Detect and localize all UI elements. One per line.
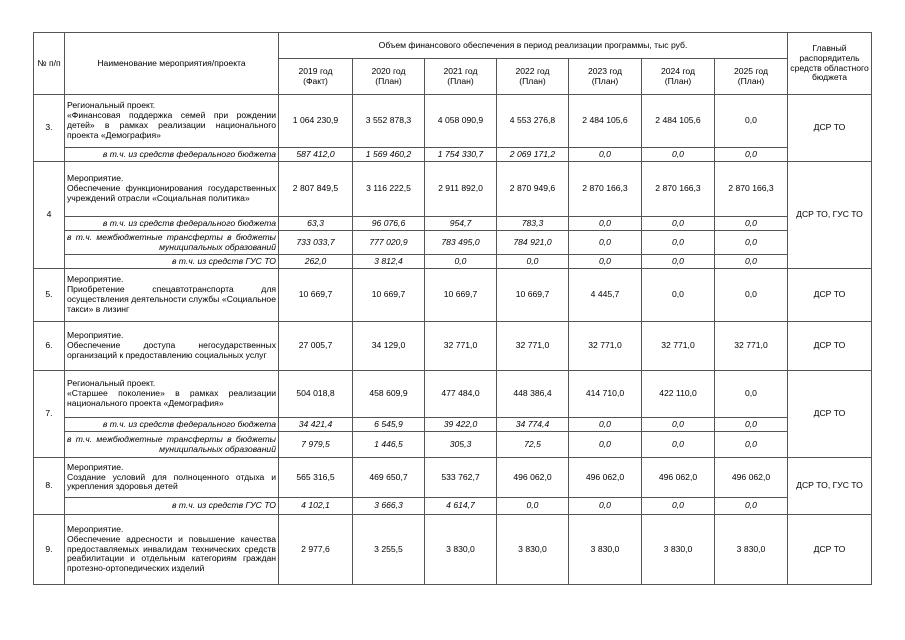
value-cell: 733 033,7 [279, 231, 353, 255]
row-number: 8. [34, 458, 65, 515]
value-cell: 0,0 [642, 418, 715, 432]
value-cell: 34 774,4 [497, 418, 569, 432]
value-cell: 0,0 [715, 148, 788, 162]
table-row [34, 515, 872, 585]
header-year-kind: (План) [737, 75, 765, 86]
item-name: Региональный проект. «Старшее поколение» в рамках реализации национального проекта «Демография» [65, 371, 279, 418]
value-cell: 0,0 [715, 231, 788, 255]
value-cell: 0,0 [642, 217, 715, 231]
subitem-name: в т.ч. из средств федерального бюджета [65, 217, 279, 231]
value-cell: 0,0 [425, 255, 497, 269]
table-row [34, 458, 872, 498]
manager-cell: ДСР ТО, ГУС ТО [788, 162, 872, 269]
value-cell: 2 977,6 [279, 515, 353, 585]
subitem-name: в т.ч. из средств федерального бюджета [65, 418, 279, 432]
value-cell: 0,0 [569, 148, 642, 162]
value-cell: 496 062,0 [569, 458, 642, 498]
value-cell: 496 062,0 [642, 458, 715, 498]
table-row [34, 217, 872, 231]
value-cell: 1 754 330,7 [425, 148, 497, 162]
header-year-3 [497, 59, 569, 95]
value-cell: 414 710,0 [569, 371, 642, 418]
value-cell: 0,0 [569, 498, 642, 515]
value-cell: 0,0 [497, 255, 569, 269]
value-cell: 3 830,0 [497, 515, 569, 585]
header-year-4 [569, 59, 642, 95]
table-row [34, 418, 872, 432]
header-year-label: 2020 год [371, 65, 406, 76]
value-cell: 262,0 [279, 255, 353, 269]
header-year-label: 2021 год [443, 65, 478, 76]
value-cell: 2 870 949,6 [497, 162, 569, 217]
value-cell: 469 650,7 [353, 458, 425, 498]
header-year-label: 2019 год [298, 65, 333, 76]
value-cell: 0,0 [642, 498, 715, 515]
value-cell: 0,0 [642, 432, 715, 458]
value-cell: 4 553 276,8 [497, 95, 569, 148]
value-cell: 3 830,0 [425, 515, 497, 585]
row-number: 9. [34, 515, 65, 585]
value-cell: 1 446,5 [353, 432, 425, 458]
value-cell: 533 762,7 [425, 458, 497, 498]
value-cell: 2 870 166,3 [642, 162, 715, 217]
value-cell: 63,3 [279, 217, 353, 231]
value-cell: 3 830,0 [642, 515, 715, 585]
value-cell: 10 669,7 [497, 269, 569, 322]
value-cell: 3 552 878,3 [353, 95, 425, 148]
value-cell: 504 018,8 [279, 371, 353, 418]
value-cell: 3 812,4 [353, 255, 425, 269]
item-name: Региональный проект. «Финансовая поддержка семей при рождении детей» в рамках реализации национального проекта «Демография» [65, 95, 279, 148]
value-cell: 4 445,7 [569, 269, 642, 322]
item-name: Мероприятие. Приобретение спецавтотранспорта для осуществления деятельности службы «Социальное такси» в лизинг [65, 269, 279, 322]
row-number: 6. [34, 322, 65, 371]
subitem-name: в т.ч. из средств ГУС ТО [65, 498, 279, 515]
value-cell: 34 129,0 [353, 322, 425, 371]
value-cell: 34 421,4 [279, 418, 353, 432]
header-num: № п/п [34, 33, 65, 95]
value-cell: 954,7 [425, 217, 497, 231]
value-cell: 2 807 849,5 [279, 162, 353, 217]
value-cell: 784 921,0 [497, 231, 569, 255]
value-cell: 3 830,0 [569, 515, 642, 585]
header-year-label: 2023 год [587, 65, 623, 76]
value-cell: 96 076,6 [353, 217, 425, 231]
value-cell: 0,0 [569, 231, 642, 255]
value-cell: 0,0 [642, 255, 715, 269]
manager-cell: ДСР ТО [788, 322, 872, 371]
value-cell: 4 058 090,9 [425, 95, 497, 148]
value-cell: 0,0 [497, 498, 569, 515]
header-manager: Главный распорядитель средств областного бюджета [788, 33, 872, 95]
value-cell: 2 484 105,6 [569, 95, 642, 148]
value-cell: 496 062,0 [715, 458, 788, 498]
value-cell: 783 495,0 [425, 231, 497, 255]
table-row [34, 148, 872, 162]
manager-cell: ДСР ТО [788, 371, 872, 458]
header-year-0 [279, 59, 353, 95]
header-year-kind: (План) [591, 75, 619, 86]
value-cell: 32 771,0 [715, 322, 788, 371]
value-cell: 587 412,0 [279, 148, 353, 162]
table-row [34, 255, 872, 269]
table-row [34, 432, 872, 458]
value-cell: 0,0 [715, 95, 788, 148]
header-year-1 [353, 59, 425, 95]
value-cell: 448 386,4 [497, 371, 569, 418]
header-year-label: 2024 год [660, 65, 696, 76]
value-cell: 3 255,5 [353, 515, 425, 585]
subitem-name: в т.ч. из средств ГУС ТО [65, 255, 279, 269]
value-cell: 458 609,9 [353, 371, 425, 418]
value-cell: 3 666,3 [353, 498, 425, 515]
value-cell: 0,0 [715, 432, 788, 458]
value-cell: 0,0 [715, 269, 788, 322]
value-cell: 0,0 [569, 255, 642, 269]
item-name: Мероприятие. Обеспечение функционирования государственных учреждений отрасли «Социальная политика» [65, 162, 279, 217]
value-cell: 1 569 460,2 [353, 148, 425, 162]
row-number: 5. [34, 269, 65, 322]
value-cell: 32 771,0 [642, 322, 715, 371]
row-number: 3. [34, 95, 65, 162]
value-cell: 7 979,5 [279, 432, 353, 458]
value-cell: 2 870 166,3 [569, 162, 642, 217]
table-row [34, 498, 872, 515]
header-year-kind: (План) [664, 75, 692, 86]
value-cell: 39 422,0 [425, 418, 497, 432]
value-cell: 305,3 [425, 432, 497, 458]
value-cell: 2 870 166,3 [715, 162, 788, 217]
table-row [34, 322, 872, 371]
item-name: Мероприятие. Обеспечение адресности и повышение качества предоставляемых инвалидам технических средств реабилитации и отдельным категориям граждан протезно-ортопедических изделий [65, 515, 279, 585]
value-cell: 0,0 [715, 418, 788, 432]
value-cell: 72,5 [497, 432, 569, 458]
item-name: Мероприятие. Создание условий для полноценного отдыха и укрепления здоровья детей [65, 458, 279, 498]
value-cell: 10 669,7 [425, 269, 497, 322]
manager-cell: ДСР ТО [788, 95, 872, 162]
manager-cell: ДСР ТО [788, 515, 872, 585]
table-row [34, 269, 872, 322]
value-cell: 27 005,7 [279, 322, 353, 371]
subitem-name: в т.ч. межбюджетные трансферты в бюджеты муниципальных образований [65, 231, 279, 255]
value-cell: 32 771,0 [497, 322, 569, 371]
value-cell: 0,0 [715, 498, 788, 515]
header-name: Наименование мероприятия/проекта [65, 33, 279, 95]
value-cell: 0,0 [715, 217, 788, 231]
value-cell: 777 020,9 [353, 231, 425, 255]
value-cell: 565 316,5 [279, 458, 353, 498]
header-year-kind: (План) [519, 75, 546, 86]
header-year-label: 2022 год [515, 65, 550, 76]
value-cell: 0,0 [569, 432, 642, 458]
value-cell: 6 545,9 [353, 418, 425, 432]
value-cell: 422 110,0 [642, 371, 715, 418]
row-number: 4 [34, 162, 65, 269]
value-cell: 4 102,1 [279, 498, 353, 515]
value-cell: 10 669,7 [279, 269, 353, 322]
value-cell: 0,0 [569, 418, 642, 432]
value-cell: 2 484 105,6 [642, 95, 715, 148]
value-cell: 32 771,0 [569, 322, 642, 371]
value-cell: 783,3 [497, 217, 569, 231]
header-year-5 [642, 59, 715, 95]
value-cell: 2 069 171,2 [497, 148, 569, 162]
financing-table [33, 32, 872, 585]
subitem-name: в т.ч. межбюджетные трансферты в бюджеты муниципальных образований [65, 432, 279, 458]
value-cell: 0,0 [569, 217, 642, 231]
value-cell: 10 669,7 [353, 269, 425, 322]
header-year-kind: (План) [375, 75, 402, 86]
value-cell: 0,0 [642, 231, 715, 255]
manager-cell: ДСР ТО, ГУС ТО [788, 458, 872, 515]
header-year-label: 2025 год [733, 65, 769, 76]
subitem-name: в т.ч. из средств федерального бюджета [65, 148, 279, 162]
header-year-kind: (Факт) [303, 75, 328, 86]
value-cell: 0,0 [715, 255, 788, 269]
value-cell: 2 911 892,0 [425, 162, 497, 217]
table-row [34, 162, 872, 217]
value-cell: 3 830,0 [715, 515, 788, 585]
table-row [34, 95, 872, 148]
item-name: Мероприятие. Обеспечение доступа негосударственных организаций к предоставлению социальных услуг [65, 322, 279, 371]
header-year-kind: (План) [447, 75, 474, 86]
row-number: 7. [34, 371, 65, 458]
value-cell: 0,0 [715, 371, 788, 418]
value-cell: 3 116 222,5 [353, 162, 425, 217]
value-cell: 0,0 [642, 269, 715, 322]
header-year-2 [425, 59, 497, 95]
value-cell: 1 064 230,9 [279, 95, 353, 148]
value-cell: 0,0 [642, 148, 715, 162]
value-cell: 477 484,0 [425, 371, 497, 418]
header-year-6 [715, 59, 788, 95]
table-row [34, 231, 872, 255]
value-cell: 496 062,0 [497, 458, 569, 498]
header-volume: Объем финансового обеспечения в период реализации программы, тыс руб. [279, 33, 788, 59]
table-row [34, 371, 872, 418]
value-cell: 4 614,7 [425, 498, 497, 515]
manager-cell: ДСР ТО [788, 269, 872, 322]
value-cell: 32 771,0 [425, 322, 497, 371]
